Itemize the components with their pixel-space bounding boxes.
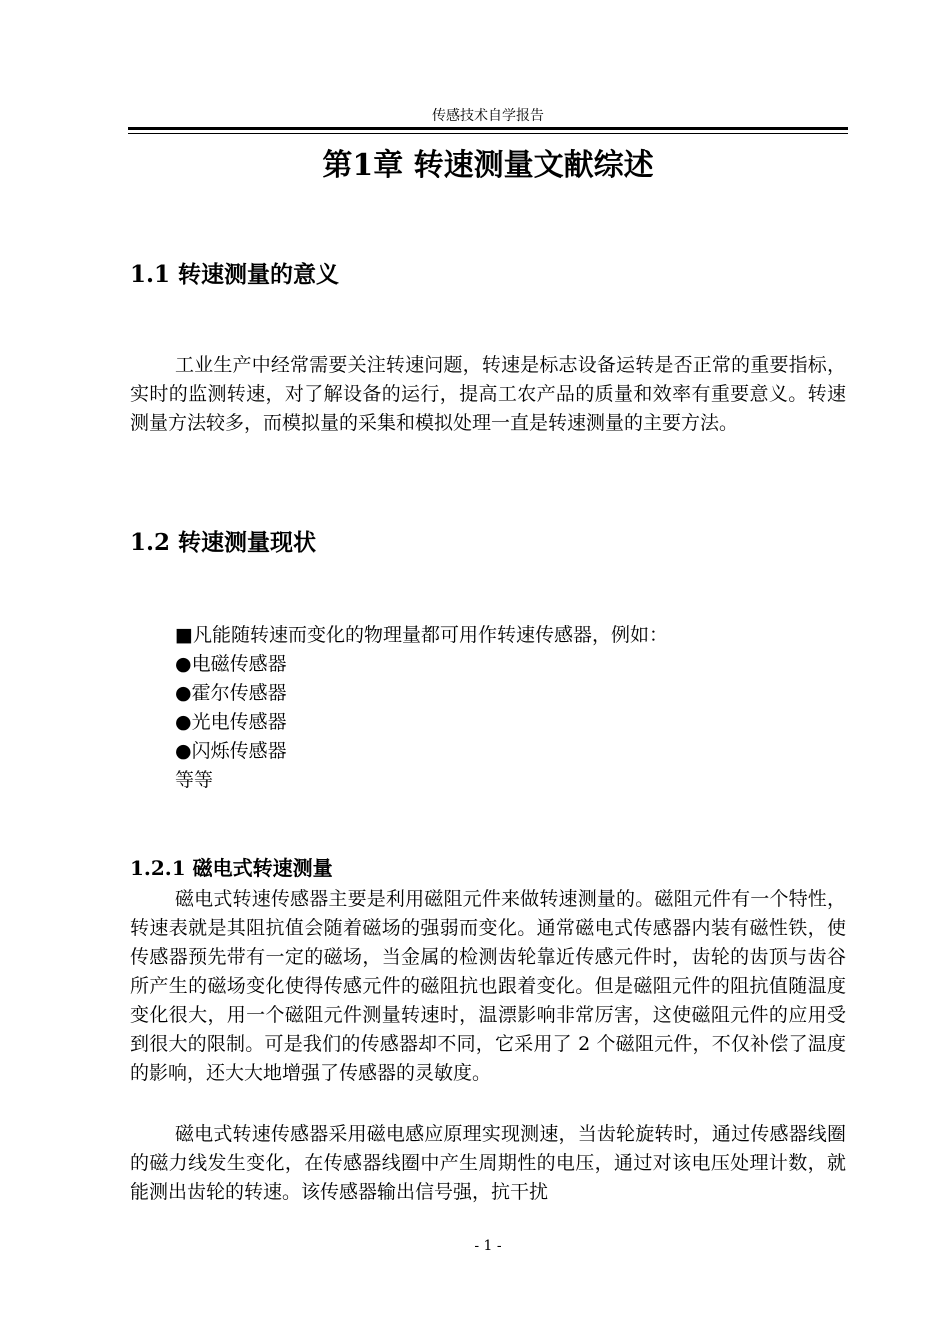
- section-heading-1-1: 1.1 转速测量的意义: [130, 261, 340, 288]
- list-item: ■凡能随转速而变化的物理量都可用作转速传感器，例如：: [175, 624, 668, 646]
- section-heading-1-2: 1.2 转速测量现状: [130, 529, 317, 556]
- paragraph-magnetoresistive: 磁电式转速传感器主要是利用磁阻元件来做转速测量的。磁阻元件有一个特性，转速表就是其阻抗值会随着磁场的强弱而变化。通常磁电式传感器内装有磁性铁，使传感器预先带有一定的磁场，当金属的检测齿轮靠近传感元件时，齿轮的齿顶与齿谷所产生的磁场变化使得传感元件的磁阻抗也跟着变化。但是磁阻元件的阻抗值随温度变化很大，用一个磁阻元件测量转速时，温漂影响非常厉害，这使磁阻元件的应用受到很大的限制。可是我们的传感器却不同，它采用了 2 个磁阻元件，不仅补偿了温度的影响，还大大地增强了传感器的灵敏度。: [130, 888, 846, 1084]
- paragraph-significance: 工业生产中经常需要关注转速问题，转速是标志设备运转是否正常的重要指标，实时的监测转速，对了解设备的运行，提高工农产品的质量和效率有重要意义。转速测量方法较多，而模拟量的采集和模拟处理一直是转速测量的主要方法。: [130, 354, 846, 434]
- page-header-title: 传感技术自学报告: [432, 108, 544, 124]
- list-item: ●霍尔传感器: [175, 682, 287, 704]
- header-rule-thick: [128, 127, 848, 130]
- subsection-heading-1-2-1: 1.2.1 磁电式转速测量: [130, 856, 333, 880]
- chapter-title: 第1章 转速测量文献综述: [322, 148, 654, 183]
- header-rule-thin: [128, 133, 848, 134]
- list-item: 等等: [175, 769, 214, 791]
- list-item: ●电磁传感器: [175, 653, 287, 675]
- paragraph-magnetoelectric-principle: 磁电式转速传感器采用磁电感应原理实现测速，当齿轮旋转时，通过传感器线圈的磁力线发生变化，在传感器线圈中产生周期性的电压，通过对该电压处理计数，就能测出齿轮的转速。该传感器输出信号强，抗干扰: [130, 1123, 846, 1203]
- list-item: ●光电传感器: [175, 711, 287, 733]
- list-item: ●闪烁传感器: [175, 740, 287, 762]
- page-number: - 1 -: [474, 1238, 502, 1254]
- sensor-type-list: [175, 621, 845, 795]
